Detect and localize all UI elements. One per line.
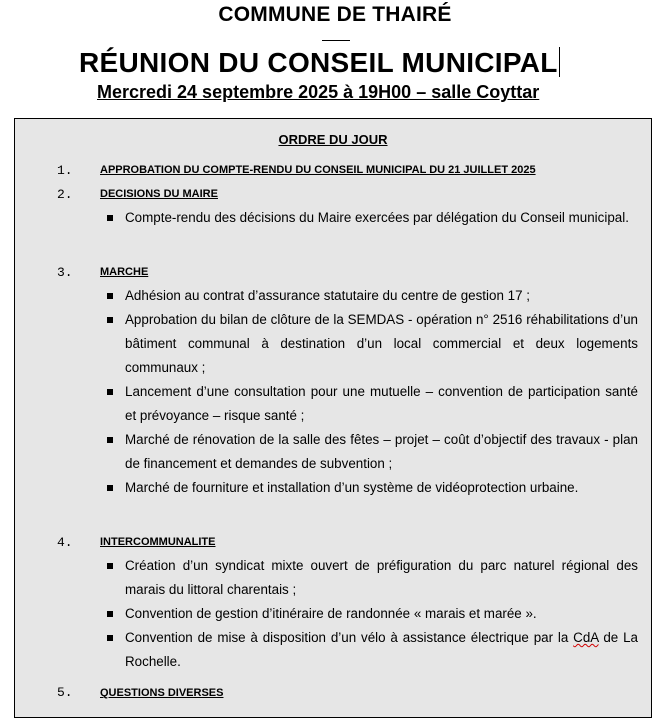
list-item: Marché de rénovation de la salle des fêtes – projet – coût d’objectif des travaux - plan de financement et demandes de subvention ;	[125, 432, 638, 471]
agenda-box	[14, 118, 652, 718]
list-item	[125, 626, 638, 674]
section-number: 1.	[57, 163, 73, 178]
section-title: INTERCOMMUNALITE	[100, 536, 216, 548]
section-number: 2.	[57, 187, 73, 202]
list-item: Marché de fourniture et installation d’un système de vidéoprotection urbaine.	[125, 480, 579, 495]
list-item: Convention de gestion d’itinéraire de randonnée « marais et marée ».	[125, 606, 537, 621]
list-item: Création d’un syndicat mixte ouvert de préfiguration du parc naturel régional des marais du littoral charentais ;	[125, 558, 638, 597]
meeting-title[interactable]	[79, 47, 560, 79]
bullet-icon	[107, 635, 113, 641]
bullet-icon	[107, 563, 113, 569]
list-item: Approbation du bilan de clôture de la SEMDAS - opération n° 2516 réhabilitations d’un bâtiment communal à destination d’un local commercial et deux logements communaux ;	[125, 312, 638, 375]
bullet-icon	[107, 611, 113, 617]
bullet-icon	[107, 317, 113, 323]
meeting-title-text: RÉUNION DU CONSEIL MUNICIPAL	[79, 47, 558, 78]
commune-name: COMMUNE DE THAIRÉ	[218, 3, 452, 26]
section-number: 3.	[57, 265, 73, 280]
section-title: MARCHE	[100, 266, 149, 278]
section-number: 4.	[57, 535, 73, 550]
spellcheck-word[interactable]: CdA	[573, 630, 599, 645]
text-cursor	[559, 47, 560, 77]
bullet-icon	[107, 485, 113, 491]
title-separator	[322, 40, 350, 41]
bullet-icon	[107, 389, 113, 395]
bullet-icon	[107, 293, 113, 299]
list-item: Compte-rendu des décisions du Maire exercées par délégation du Conseil municipal.	[125, 210, 629, 225]
meeting-date-line: Mercredi 24 septembre 2025 à 19H00 – salle Coyttar	[97, 82, 540, 102]
section-title: APPROBATION DU COMPTE-RENDU DU CONSEIL MUNICIPAL DU 21 JUILLET 2025	[100, 164, 536, 176]
list-item-text: de La Rochelle.	[125, 630, 638, 669]
list-item: Lancement d’une consultation pour une mutuelle – convention de participation santé et prévoyance – risque santé ;	[125, 384, 638, 423]
agenda-heading: ORDRE DU JOUR	[278, 132, 388, 147]
list-item-text: Convention de mise à disposition d’un vélo à assistance électrique par la	[125, 630, 569, 645]
list-item: Adhésion au contrat d’assurance statutaire du centre de gestion 17 ;	[125, 288, 530, 303]
section-title: DECISIONS DU MAIRE	[100, 188, 218, 200]
bullet-icon	[107, 437, 113, 443]
section-number: 5.	[57, 685, 73, 700]
bullet-icon	[107, 215, 113, 221]
section-title: QUESTIONS DIVERSES	[100, 687, 224, 699]
